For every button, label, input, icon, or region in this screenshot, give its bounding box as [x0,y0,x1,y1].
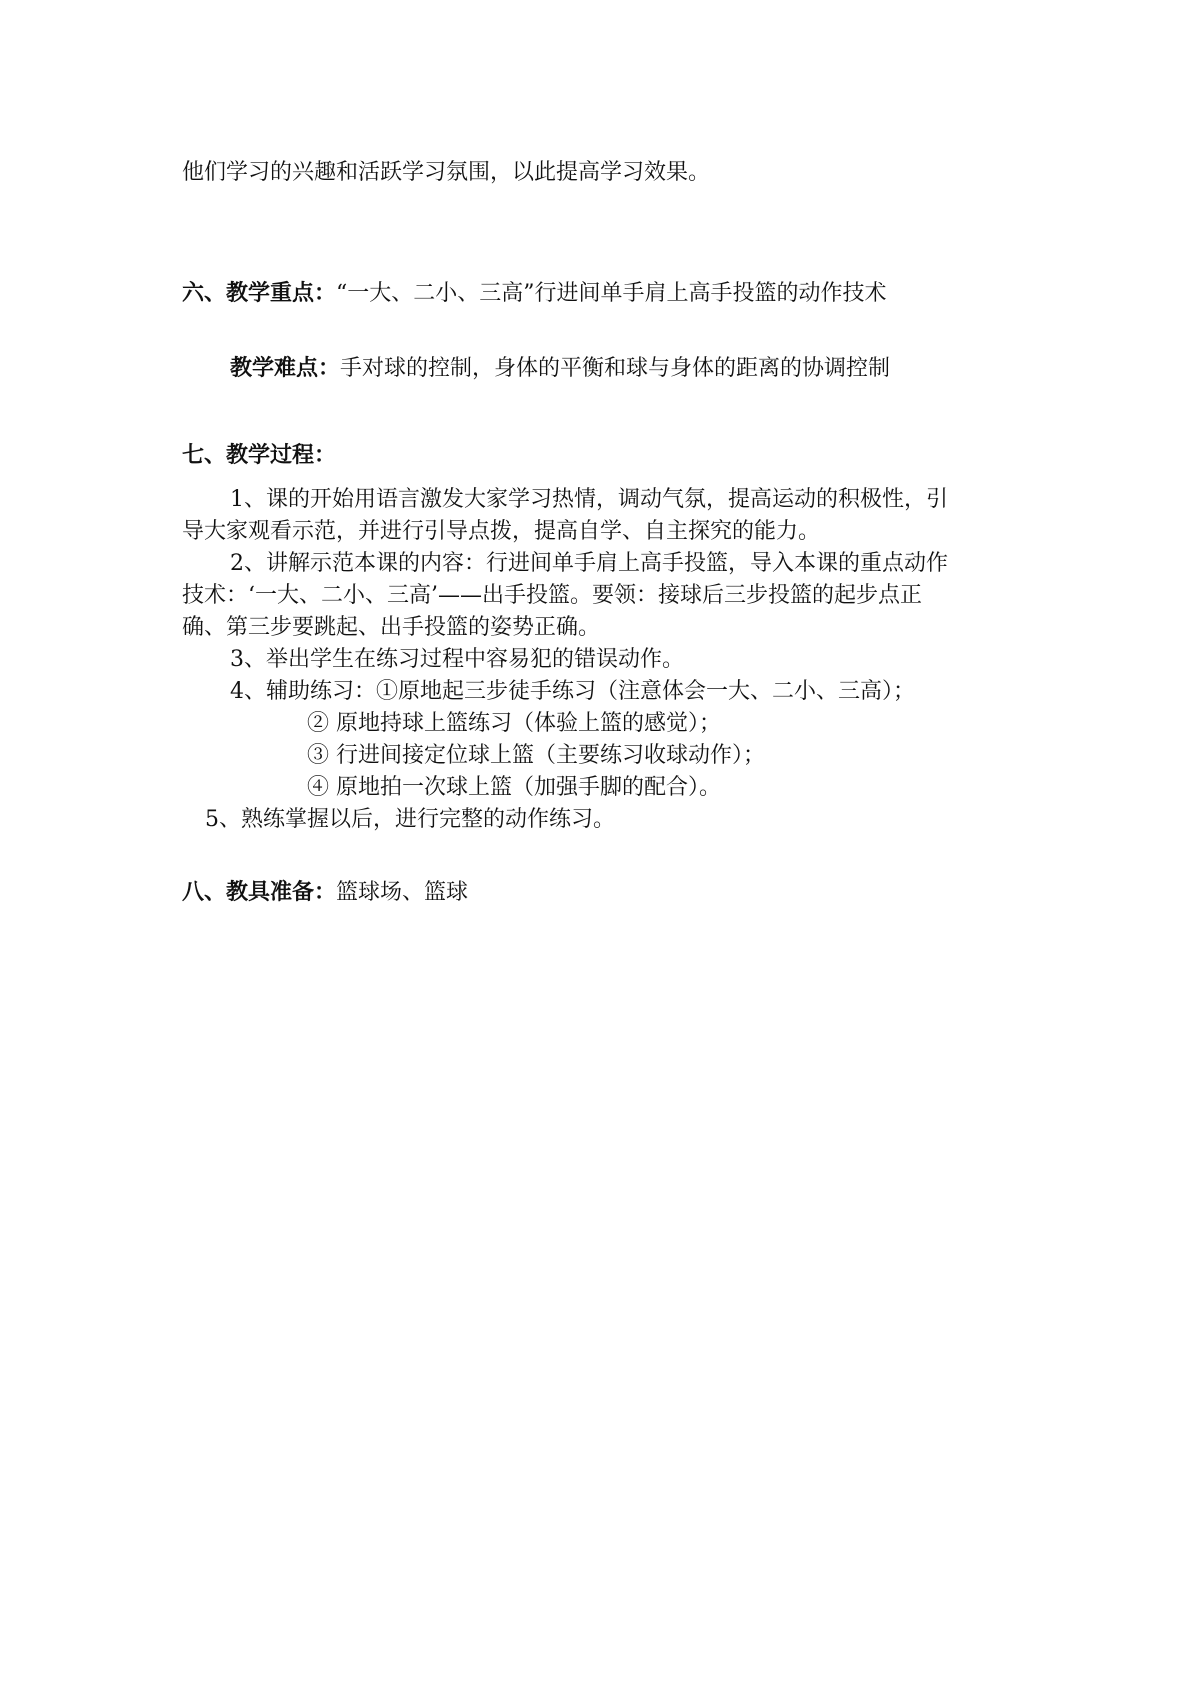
process-line: ③ 行进间接定位球上篮（主要练习收球动作）； [307,743,765,768]
intro-tail-text: 他们学习的兴趣和活跃学习氛围，以此提高学习效果。 [182,160,711,185]
process-line: 2、讲解示范本课的内容：行进间单手肩上高手投篮，导入本课的重点动作 [230,551,948,576]
section-8-label: 八、教具准备： [182,879,337,905]
process-line: 导大家观看示范，并进行引导点拨，提高自学、自主探究的能力。 [182,519,821,544]
process-line: 3、举出学生在练习过程中容易犯的错误动作。 [230,647,684,672]
process-line: ④ 原地拍一次球上篮（加强手脚的配合）。 [307,775,721,800]
process-line: 5、熟练掌握以后，进行完整的动作练习。 [205,807,615,832]
section-6-key-point [182,278,887,309]
difficulty-label: 教学难点： [230,355,341,381]
section-6-label: 六、教学重点： [182,280,337,306]
section-6-text: “一大、二小、三高”行进间单手肩上高手投篮的动作技术 [336,281,887,306]
teaching-difficulty [230,353,890,384]
process-line: 技术：‘一大、二小、三高’——出手投篮。要领：接球后三步投篮的起步点正 [182,583,922,608]
process-line: ② 原地持球上篮练习（体验上篮的感觉）； [307,711,721,736]
difficulty-text: 手对球的控制，身体的平衡和球与身体的距离的协调控制 [340,356,891,381]
section-7-heading: 七、教学过程： [182,442,337,468]
process-line: 4、辅助练习：①原地起三步徒手练习（注意体会一大、二小、三高）； [230,679,915,704]
section-8-equipment [182,877,468,908]
process-line: 确、第三步要跳起、出手投篮的姿势正确。 [182,615,601,640]
process-line: 1、课的开始用语言激发大家学习热情，调动气氛，提高运动的积极性，引 [230,487,948,512]
section-8-text: 篮球场、篮球 [336,880,469,905]
